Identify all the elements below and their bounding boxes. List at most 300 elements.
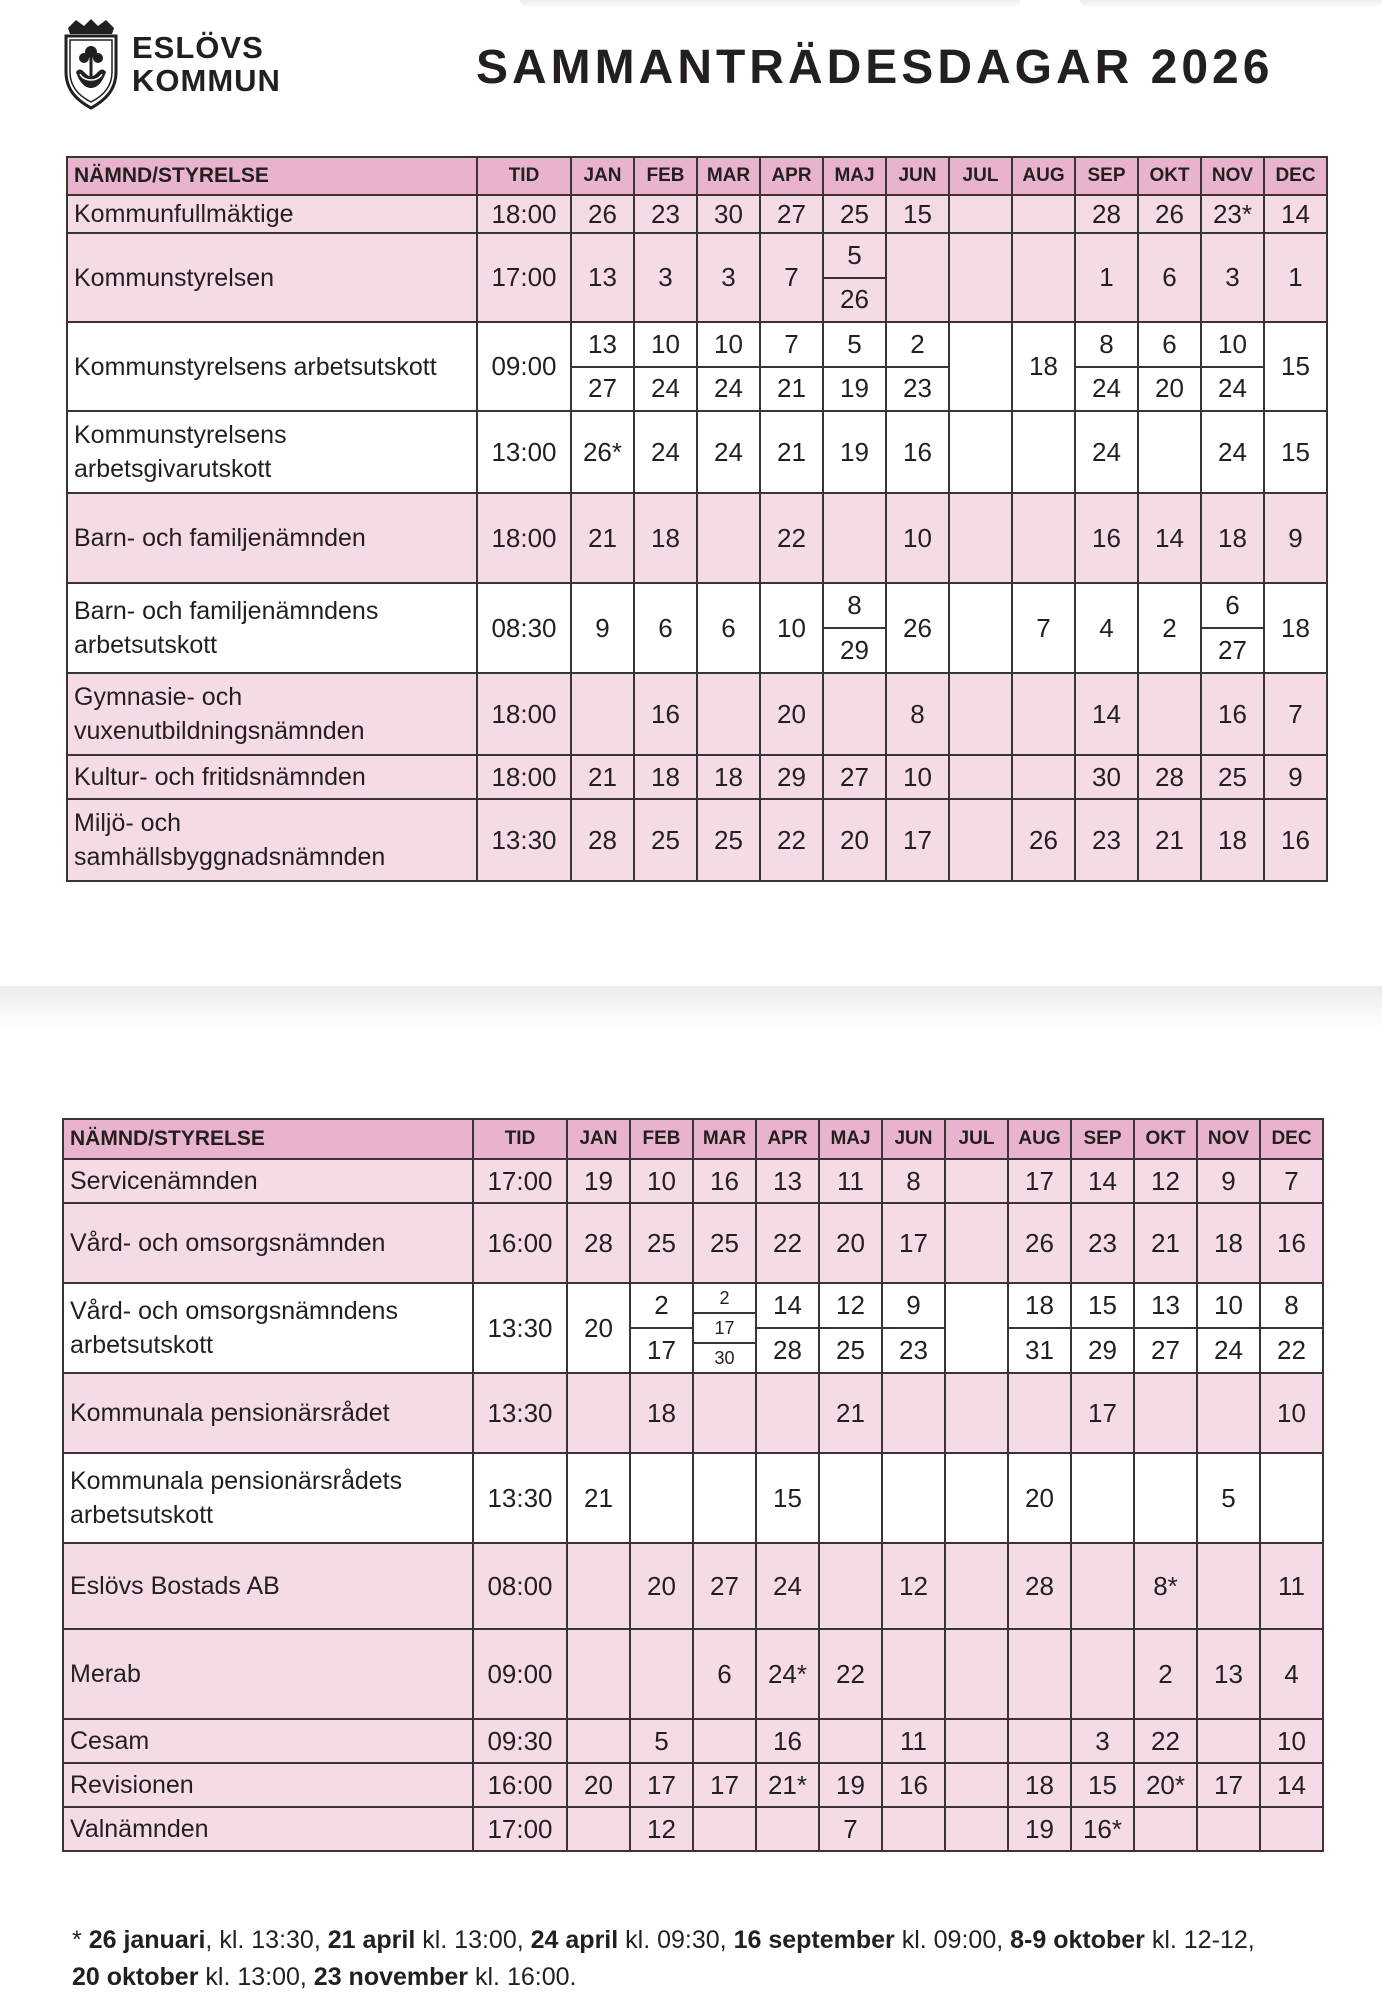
meeting-time: 09:00 xyxy=(477,322,571,411)
date-cell: 10 xyxy=(1260,1719,1323,1763)
date-cell: 4 xyxy=(1260,1629,1323,1719)
date-stack xyxy=(761,323,822,410)
column-header-name: NÄMND/STYRELSE xyxy=(63,1119,473,1159)
date-cell xyxy=(945,1453,1008,1543)
date-cell: 29 xyxy=(760,755,823,799)
date-cell: 17 xyxy=(693,1763,756,1807)
date-cell: 28 xyxy=(1075,195,1138,233)
date-cell: 7 xyxy=(1260,1159,1323,1203)
committee-name: Kultur- och fritidsnämnden xyxy=(67,755,477,799)
date-cell xyxy=(886,233,949,322)
committee-name: Kommunala pensionärsrådets arbetsutskott xyxy=(63,1453,473,1543)
date-cell: 16 xyxy=(882,1763,945,1807)
column-header: MAR xyxy=(693,1119,756,1159)
schedule-table-2 xyxy=(62,1118,1324,1852)
date-stack xyxy=(824,584,885,672)
date-cell xyxy=(823,673,886,755)
date-cell: 18 xyxy=(630,1373,693,1453)
date-stack xyxy=(824,234,885,321)
date-cell: 21* xyxy=(756,1763,819,1807)
date-cell: 21 xyxy=(567,1453,630,1543)
date-cell xyxy=(693,1283,756,1373)
date-cell xyxy=(949,493,1012,583)
committee-name: Kommunstyrelsens arbetsutskott xyxy=(67,322,477,411)
date-cell xyxy=(693,1719,756,1763)
column-header: JAN xyxy=(571,157,634,195)
date-cell: 5 xyxy=(630,1719,693,1763)
date-cell xyxy=(571,322,634,411)
date-value: 28 xyxy=(757,1327,818,1372)
meeting-time: 17:00 xyxy=(473,1159,567,1203)
date-value: 24 xyxy=(1076,366,1137,411)
header-row xyxy=(63,1119,1323,1159)
date-cell: 2 xyxy=(1138,583,1201,673)
date-cell: 10 xyxy=(1260,1373,1323,1453)
date-cell: 28 xyxy=(1138,755,1201,799)
date-stack xyxy=(694,1284,755,1372)
meeting-time: 13:30 xyxy=(477,799,571,881)
footnote-time: kl. 16:00. xyxy=(468,1963,577,1991)
date-cell xyxy=(1201,322,1264,411)
date-value: 12 xyxy=(836,1290,865,1320)
date-cell: 23 xyxy=(1075,799,1138,881)
date-cell xyxy=(945,1203,1008,1283)
column-header: SEP xyxy=(1071,1119,1134,1159)
date-cell: 10 xyxy=(630,1159,693,1203)
table-row xyxy=(67,322,1327,411)
date-value: 24 xyxy=(1202,366,1263,411)
date-cell: 17 xyxy=(1008,1159,1071,1203)
date-value: 20 xyxy=(1139,366,1200,411)
date-cell xyxy=(697,493,760,583)
meeting-time: 13:30 xyxy=(473,1283,567,1373)
meeting-time: 08:00 xyxy=(473,1543,567,1629)
date-stack xyxy=(820,1284,881,1372)
column-header: APR xyxy=(756,1119,819,1159)
date-cell: 7 xyxy=(760,233,823,322)
date-cell: 16 xyxy=(756,1719,819,1763)
meeting-time: 18:00 xyxy=(477,673,571,755)
date-cell xyxy=(1197,1373,1260,1453)
date-cell: 21 xyxy=(760,411,823,493)
header-row xyxy=(67,157,1327,195)
date-cell xyxy=(949,799,1012,881)
table-row xyxy=(63,1159,1323,1203)
date-cell: 30 xyxy=(1075,755,1138,799)
top-shadow xyxy=(520,0,1020,8)
date-cell: 18 xyxy=(634,493,697,583)
footnote-time: kl. 09:00, xyxy=(894,1926,1011,1954)
date-cell xyxy=(1008,1719,1071,1763)
date-cell xyxy=(1197,1283,1260,1373)
date-value: 17 xyxy=(694,1312,755,1342)
footnote-date: 26 januari xyxy=(88,1926,206,1954)
date-stack xyxy=(824,323,885,410)
date-cell xyxy=(567,1373,630,1453)
committee-name: Eslövs Bostads AB xyxy=(63,1543,473,1629)
meeting-time: 18:00 xyxy=(477,755,571,799)
date-cell: 22 xyxy=(756,1203,819,1283)
date-cell: 9 xyxy=(571,583,634,673)
date-cell xyxy=(756,1283,819,1373)
footnote-date: 21 april xyxy=(327,1926,416,1954)
meeting-time: 09:00 xyxy=(473,1629,567,1719)
date-cell xyxy=(886,322,949,411)
date-cell xyxy=(697,673,760,755)
date-cell: 21 xyxy=(571,755,634,799)
date-value: 13 xyxy=(1151,1290,1180,1320)
date-cell: 20* xyxy=(1134,1763,1197,1807)
date-value: 6 xyxy=(1162,328,1177,359)
date-cell: 6 xyxy=(697,583,760,673)
meeting-time: 13:00 xyxy=(477,411,571,493)
date-cell: 25 xyxy=(630,1203,693,1283)
date-cell: 22 xyxy=(819,1629,882,1719)
date-cell: 19 xyxy=(819,1763,882,1807)
date-cell: 5 xyxy=(1197,1453,1260,1543)
column-header: AUG xyxy=(1012,157,1075,195)
date-cell xyxy=(945,1373,1008,1453)
date-cell xyxy=(945,1763,1008,1807)
date-cell xyxy=(882,1807,945,1851)
date-cell: 26 xyxy=(571,195,634,233)
date-value: 10 xyxy=(1214,1290,1243,1320)
date-cell: 19 xyxy=(1008,1807,1071,1851)
date-value: 17 xyxy=(631,1327,692,1372)
date-cell: 25 xyxy=(823,195,886,233)
date-cell: 3 xyxy=(697,233,760,322)
date-stack xyxy=(1202,323,1263,410)
date-stack xyxy=(887,323,948,410)
date-stack xyxy=(1261,1284,1322,1372)
meeting-time: 17:00 xyxy=(477,233,571,322)
date-cell: 1 xyxy=(1075,233,1138,322)
table-row xyxy=(67,411,1327,493)
date-cell xyxy=(693,1807,756,1851)
date-value: 9 xyxy=(906,1290,921,1320)
column-header: MAJ xyxy=(819,1119,882,1159)
date-cell xyxy=(819,1543,882,1629)
date-cell xyxy=(1260,1453,1323,1543)
committee-name: Gymnasie- och vuxenutbildningsnämnden xyxy=(67,673,477,755)
footnote-time: kl. 12-12, xyxy=(1144,1926,1255,1954)
date-cell: 20 xyxy=(823,799,886,881)
schedule-table-1 xyxy=(66,156,1328,882)
committee-name: Kommunfullmäktige xyxy=(67,195,477,233)
date-cell: 18 xyxy=(1008,1763,1071,1807)
date-cell xyxy=(949,755,1012,799)
date-cell: 20 xyxy=(567,1763,630,1807)
table-row xyxy=(63,1807,1323,1851)
date-cell: 24* xyxy=(756,1629,819,1719)
meeting-time: 16:00 xyxy=(473,1203,567,1283)
date-cell xyxy=(1012,233,1075,322)
date-cell xyxy=(567,1629,630,1719)
column-header: FEB xyxy=(630,1119,693,1159)
date-cell xyxy=(630,1629,693,1719)
date-value: 22 xyxy=(1261,1327,1322,1372)
column-header: JAN xyxy=(567,1119,630,1159)
date-value: 14 xyxy=(773,1290,802,1320)
date-value: 29 xyxy=(1072,1327,1133,1372)
date-value: 19 xyxy=(824,366,885,411)
date-cell: 20 xyxy=(1008,1453,1071,1543)
date-cell xyxy=(949,411,1012,493)
footnote-date: 24 april xyxy=(530,1926,619,1954)
column-header: TID xyxy=(473,1119,567,1159)
table-row xyxy=(63,1543,1323,1629)
date-cell xyxy=(760,322,823,411)
date-cell: 22 xyxy=(1134,1719,1197,1763)
date-cell: 30 xyxy=(697,195,760,233)
committee-name: Merab xyxy=(63,1629,473,1719)
date-cell: 24 xyxy=(1075,411,1138,493)
date-cell xyxy=(697,322,760,411)
date-cell: 17 xyxy=(1197,1763,1260,1807)
date-cell xyxy=(1008,1283,1071,1373)
date-stack xyxy=(1198,1284,1259,1372)
date-cell: 16* xyxy=(1071,1807,1134,1851)
date-cell: 18 xyxy=(634,755,697,799)
footnote-time: kl. 13:00, xyxy=(198,1963,314,1991)
date-cell: 18 xyxy=(1201,799,1264,881)
column-header: JUL xyxy=(945,1119,1008,1159)
committee-name: Cesam xyxy=(63,1719,473,1763)
date-cell: 21 xyxy=(1138,799,1201,881)
date-value: 8 xyxy=(1284,1290,1299,1320)
column-header-name: NÄMND/STYRELSE xyxy=(67,157,477,195)
footnote-date: 16 september xyxy=(733,1926,895,1954)
date-cell xyxy=(823,493,886,583)
date-cell: 9 xyxy=(1197,1159,1260,1203)
logo xyxy=(62,18,281,110)
date-value: 30 xyxy=(694,1342,755,1372)
date-cell xyxy=(1012,493,1075,583)
date-value: 31 xyxy=(1009,1327,1070,1372)
date-cell xyxy=(756,1373,819,1453)
date-cell xyxy=(949,233,1012,322)
date-cell xyxy=(1071,1543,1134,1629)
page-break-band xyxy=(0,986,1382,1028)
date-cell xyxy=(1197,1807,1260,1851)
date-value: 6 xyxy=(1225,590,1240,620)
date-cell: 26 xyxy=(1012,799,1075,881)
column-header: APR xyxy=(760,157,823,195)
date-cell xyxy=(1197,1543,1260,1629)
date-stack xyxy=(1072,1284,1133,1372)
date-cell xyxy=(693,1453,756,1543)
date-cell xyxy=(1012,755,1075,799)
date-value: 7 xyxy=(784,328,799,359)
date-cell: 13 xyxy=(756,1159,819,1203)
date-cell xyxy=(819,1719,882,1763)
table-row xyxy=(67,799,1327,881)
date-cell xyxy=(1134,1453,1197,1543)
date-cell: 16 xyxy=(634,673,697,755)
column-header: JUN xyxy=(886,157,949,195)
meeting-time: 16:00 xyxy=(473,1763,567,1807)
meeting-time: 08:30 xyxy=(477,583,571,673)
date-cell: 20 xyxy=(819,1203,882,1283)
date-cell xyxy=(1012,673,1075,755)
column-header: TID xyxy=(477,157,571,195)
footnote-time: kl. 09:30, xyxy=(618,1926,734,1954)
date-cell: 3 xyxy=(1201,233,1264,322)
date-cell: 15 xyxy=(1264,322,1327,411)
date-cell: 6 xyxy=(634,583,697,673)
table-row xyxy=(63,1629,1323,1719)
column-header: MAR xyxy=(697,157,760,195)
date-cell xyxy=(949,195,1012,233)
date-cell: 16 xyxy=(1260,1203,1323,1283)
date-cell xyxy=(1071,1453,1134,1543)
footnote-time: , kl. 13:30, xyxy=(205,1926,328,1954)
date-value: 18 xyxy=(1025,1290,1054,1320)
date-cell: 27 xyxy=(693,1543,756,1629)
date-cell: 11 xyxy=(819,1159,882,1203)
date-cell: 20 xyxy=(760,673,823,755)
date-stack xyxy=(757,1284,818,1372)
date-cell: 7 xyxy=(819,1807,882,1851)
date-cell xyxy=(882,1629,945,1719)
date-stack xyxy=(883,1284,944,1372)
date-stack xyxy=(1202,584,1263,672)
date-cell: 6 xyxy=(1138,233,1201,322)
date-cell: 10 xyxy=(886,493,949,583)
date-cell xyxy=(630,1283,693,1373)
date-cell: 26 xyxy=(886,583,949,673)
committee-name: Servicenämnden xyxy=(63,1159,473,1203)
date-cell: 23 xyxy=(634,195,697,233)
date-cell xyxy=(1260,1283,1323,1373)
date-stack xyxy=(698,323,759,410)
date-cell: 16 xyxy=(1264,799,1327,881)
table-row xyxy=(67,195,1327,233)
date-value: 5 xyxy=(847,239,862,270)
date-cell: 26 xyxy=(1008,1203,1071,1283)
date-cell xyxy=(882,1373,945,1453)
date-value: 23 xyxy=(887,366,948,411)
date-stack xyxy=(1009,1284,1070,1372)
date-cell xyxy=(949,322,1012,411)
committee-name: Miljö- och samhällsbyggnadsnämnden xyxy=(67,799,477,881)
date-value: 26 xyxy=(824,277,885,322)
date-cell xyxy=(630,1453,693,1543)
date-cell: 28 xyxy=(571,799,634,881)
date-cell: 14 xyxy=(1138,493,1201,583)
date-cell: 15 xyxy=(1071,1763,1134,1807)
date-cell: 24 xyxy=(756,1543,819,1629)
date-cell: 13 xyxy=(1197,1629,1260,1719)
date-cell: 16 xyxy=(1201,673,1264,755)
column-header: DEC xyxy=(1264,157,1327,195)
date-stack xyxy=(631,1284,692,1372)
date-cell xyxy=(949,673,1012,755)
date-cell: 19 xyxy=(823,411,886,493)
date-value: 21 xyxy=(761,366,822,411)
date-cell xyxy=(693,1373,756,1453)
date-cell xyxy=(882,1453,945,1543)
date-cell: 16 xyxy=(1075,493,1138,583)
date-cell xyxy=(1197,1719,1260,1763)
date-cell: 7 xyxy=(1012,583,1075,673)
table-row xyxy=(63,1719,1323,1763)
date-cell: 18 xyxy=(1197,1203,1260,1283)
date-cell: 24 xyxy=(697,411,760,493)
column-header: JUN xyxy=(882,1119,945,1159)
committee-name: Vård- och omsorgsnämnden xyxy=(63,1203,473,1283)
date-value: 27 xyxy=(572,366,633,411)
date-cell: 13 xyxy=(571,233,634,322)
date-cell: 18 xyxy=(1264,583,1327,673)
date-cell xyxy=(819,1283,882,1373)
date-cell xyxy=(1071,1283,1134,1373)
column-header: SEP xyxy=(1075,157,1138,195)
date-cell: 28 xyxy=(567,1203,630,1283)
org-name-line1: ESLÖVS xyxy=(132,30,264,65)
date-cell xyxy=(1138,673,1201,755)
date-cell: 15 xyxy=(1264,411,1327,493)
date-cell xyxy=(823,322,886,411)
date-cell: 12 xyxy=(882,1543,945,1629)
table-row xyxy=(67,233,1327,322)
column-header: MAJ xyxy=(823,157,886,195)
date-cell: 25 xyxy=(693,1203,756,1283)
date-cell: 15 xyxy=(756,1453,819,1543)
table-row xyxy=(67,493,1327,583)
date-cell: 25 xyxy=(634,799,697,881)
date-cell: 23* xyxy=(1201,195,1264,233)
date-cell xyxy=(945,1543,1008,1629)
date-cell: 17 xyxy=(630,1763,693,1807)
date-cell xyxy=(1012,411,1075,493)
committee-name: Kommunala pensionärsrådet xyxy=(63,1373,473,1453)
date-value: 5 xyxy=(847,328,862,359)
date-cell xyxy=(945,1159,1008,1203)
date-cell xyxy=(949,583,1012,673)
date-cell xyxy=(1138,322,1201,411)
org-name-line2: KOMMUN xyxy=(132,63,281,98)
date-cell: 17 xyxy=(882,1203,945,1283)
date-value: 13 xyxy=(588,328,617,359)
date-cell: 10 xyxy=(760,583,823,673)
date-cell: 24 xyxy=(1201,411,1264,493)
date-cell: 27 xyxy=(760,195,823,233)
date-value: 27 xyxy=(1135,1327,1196,1372)
date-stack xyxy=(1139,323,1200,410)
date-stack xyxy=(572,323,633,410)
date-cell: 27 xyxy=(823,755,886,799)
date-cell: 22 xyxy=(760,493,823,583)
date-cell: 1 xyxy=(1264,233,1327,322)
meeting-time: 09:30 xyxy=(473,1719,567,1763)
date-cell: 14 xyxy=(1075,673,1138,755)
date-cell: 16 xyxy=(886,411,949,493)
date-value: 29 xyxy=(824,627,885,672)
committee-name: Barn- och familjenämndens arbetsutskott xyxy=(67,583,477,673)
date-cell: 18 xyxy=(1201,493,1264,583)
meeting-time: 18:00 xyxy=(477,195,571,233)
committee-name: Vård- och omsorgsnämndens arbetsutskott xyxy=(63,1283,473,1373)
date-value: 2 xyxy=(910,328,925,359)
date-value: 25 xyxy=(820,1327,881,1372)
date-value: 27 xyxy=(1202,627,1263,672)
date-stack xyxy=(1076,323,1137,410)
date-value: 8 xyxy=(1099,328,1114,359)
date-cell: 3 xyxy=(634,233,697,322)
date-cell xyxy=(819,1453,882,1543)
date-stack xyxy=(1135,1284,1196,1372)
